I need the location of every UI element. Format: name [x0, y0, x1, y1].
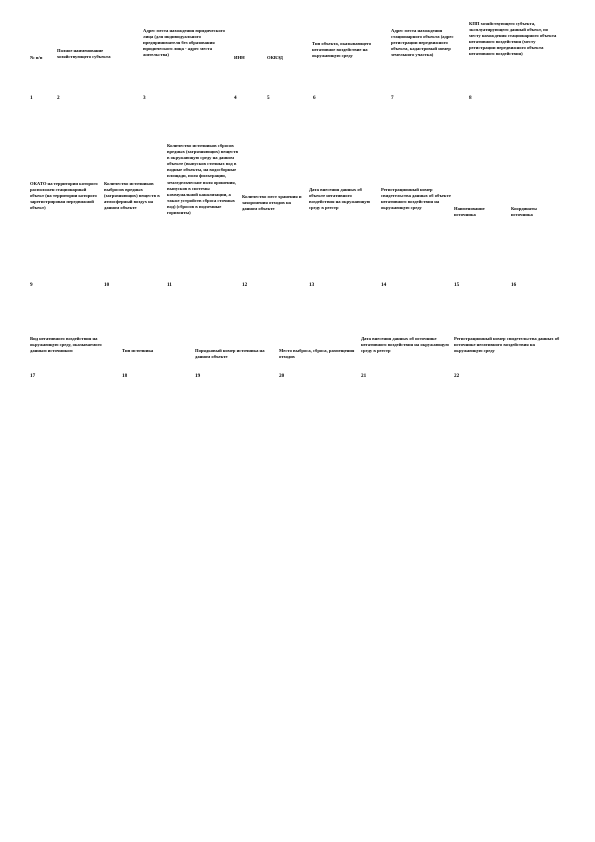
column-number-4: 4 — [234, 95, 237, 101]
column-number-13: 13 — [309, 282, 315, 288]
column-number-8: 8 — [469, 95, 472, 101]
column-number-17: 17 — [30, 373, 36, 379]
column-number-7: 7 — [391, 95, 394, 101]
header-release-location: Место выброса, сброса, размещения отходов — [279, 348, 355, 360]
column-number-16: 16 — [511, 282, 517, 288]
header-kpp: КПП хозяйствующего субъекта, эксплуатирующего данный объект, по месту нахождения стационарного объекта негативного воздействия (месту регистрации передвижного объекта негативного воздействия) — [469, 21, 557, 57]
column-number-21: 21 — [361, 373, 367, 379]
header-legal-address: Адрес места нахождения юридического лица (для индивидуального предпринимателя без образования юридического лица - адрес места жительства) — [143, 28, 225, 58]
header-source-ordinal-number: Порядковый номер источника на данном объекте — [195, 348, 265, 360]
column-number-22: 22 — [454, 373, 460, 379]
column-number-11: 11 — [167, 282, 172, 288]
column-number-9: 9 — [30, 282, 33, 288]
header-okved: ОКВЭД — [267, 55, 283, 60]
header-emission-sources-count: Количество источников выбросов вредных (загрязняющих) веществ в атмосферный воздух на данном объекте — [104, 181, 160, 211]
column-number-15: 15 — [454, 282, 460, 288]
column-number-5: 5 — [267, 95, 270, 101]
header-discharge-sources-count: Количество источников сбросов вредных (загрязняющих) веществ в окружающую среду на данном объекте (выпусков сточных вод в водные объекты, на водосборные площади, поля фильтрации, земледельческие поля орошения, выпусков в системы коммунальной канализации, а также устройств сброса сточных вод) (сбросов в подземные горизонты) — [167, 143, 239, 216]
header-source-type: Тип источника — [122, 348, 154, 353]
header-source-name: Наименование источника — [454, 206, 485, 218]
column-number-6: 6 — [313, 95, 316, 101]
header-object-registry-date: Дата внесения данных об объекте негативного воздействия на окружающую среду в реестр — [309, 187, 371, 211]
header-object-type: Тип объекта, оказывающего негативное воздействие на окружающую среду — [312, 41, 372, 59]
column-number-10: 10 — [104, 282, 110, 288]
column-number-3: 3 — [143, 95, 146, 101]
header-source-coordinates: Координаты источника — [511, 206, 537, 218]
header-source-registry-date: Дата внесения данных об источнике негативного воздействия на окружающую среду в реестр — [361, 336, 449, 354]
column-number-1: 1 — [30, 95, 33, 101]
column-number-18: 18 — [122, 373, 128, 379]
header-object-address: Адрес места нахождения стационарного объекта (адрес регистрации передвижного объекта, кадастровый номер земельного участка) — [391, 28, 454, 58]
header-source-certificate-number: Регистрационный номер свидетельства данных об источнике негативного воздействия на окружающую среду — [454, 336, 560, 354]
header-inn: ИНН — [234, 55, 245, 60]
column-number-12: 12 — [242, 282, 248, 288]
header-row-number: № п/п — [30, 55, 43, 60]
header-impact-type: Вид негативного воздействия на окружающую среду, оказываемого данным источником — [30, 336, 102, 354]
header-waste-sites-count: Количество мест хранения и захоронения отходов на данном объекте — [242, 194, 302, 212]
column-number-2: 2 — [57, 95, 60, 101]
column-number-19: 19 — [195, 373, 201, 379]
column-number-14: 14 — [381, 282, 387, 288]
header-entity-name: Полное наименование хозяйствующего субъекта — [57, 48, 111, 60]
column-number-20: 20 — [279, 373, 285, 379]
header-object-certificate-number: Регистрационный номер свидетельства данных об объекте негативного воздействия на окружающую среду — [381, 187, 451, 211]
header-okato: ОКАТО на территории которого расположен стационарный объект (на территории которого зарегистрирован передвижной объект) — [30, 181, 98, 211]
